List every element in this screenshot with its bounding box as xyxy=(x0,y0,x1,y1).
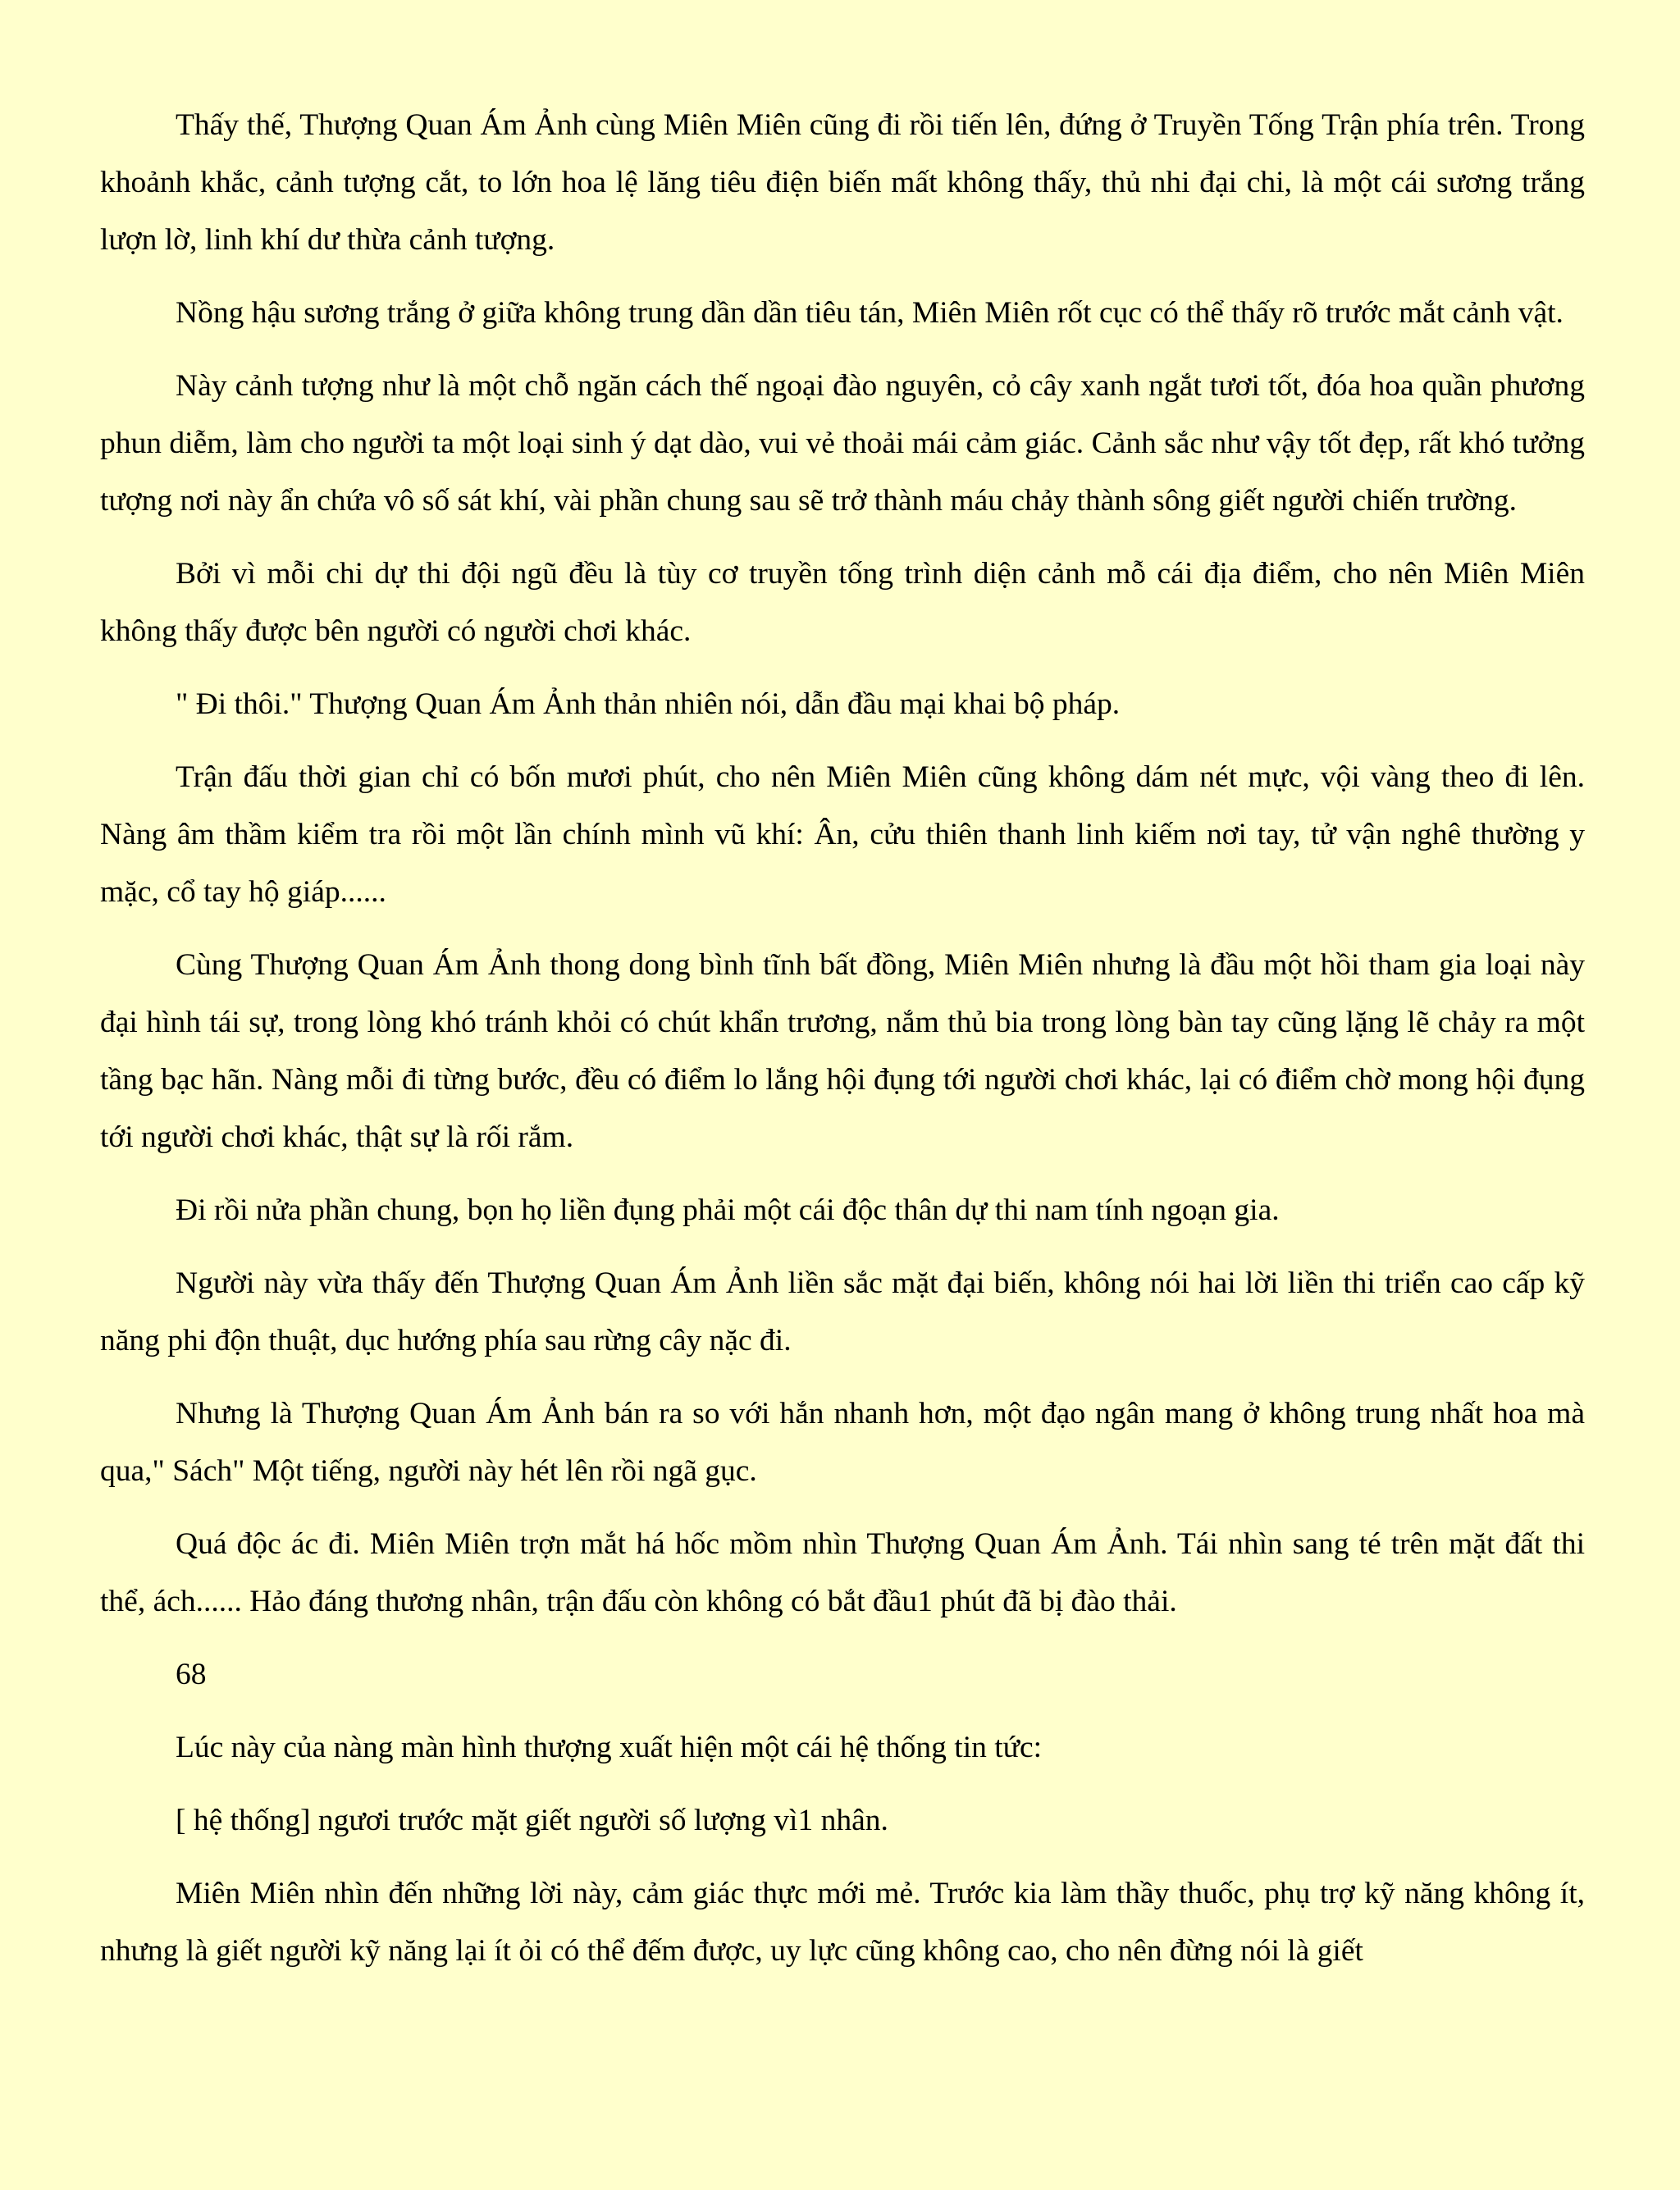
paragraph: Đi rồi nửa phần chung, bọn họ liền đụng phải một cái độc thân dự thi nam tính ngoạn gia. xyxy=(176,1193,1280,1227)
paragraph: Người này vừa thấy đến Thượng Quan Ám Ảnh liền sắc mặt đại biến, không nói hai lời liền thi triển cao cấp kỹ năng phi độn thuật, dục hướng phía sau rừng cây nặc đi. xyxy=(100,1266,1585,1357)
paragraph: Lúc này của nàng màn hình thượng xuất hiện một cái hệ thống tin tức: xyxy=(176,1731,1043,1764)
paragraph: Cùng Thượng Quan Ám Ảnh thong dong bình tĩnh bất đồng, Miên Miên nhưng là đầu một hồi tham gia loại này đại hình tái sự, trong lòng khó tránh khỏi có chút khẩn trương, nắm thủ bia trong lòng bàn tay cũng lặng lẽ chảy ra một tầng bạc hãn. Nàng mỗi đi từng bước, đều có điểm lo lắng hội đụng tới người chơi khác, lại có điểm chờ mong hội đụng tới người chơi khác, thật sự là rối rắm. xyxy=(100,948,1585,1154)
paragraph: Nồng hậu sương trắng ở giữa không trung dần dần tiêu tán, Miên Miên rốt cục có thể thấy rõ trước mắt cảnh vật. xyxy=(176,296,1564,330)
paragraph: Này cảnh tượng như là một chỗ ngăn cách thế ngoại đào nguyên, cỏ cây xanh ngắt tươi tốt, đóa hoa quần phương phun diễm, làm cho người ta một loại sinh ý dạt dào, vui vẻ thoải mái cảm giác. Cảnh sắc như vậy tốt đẹp, rất khó tưởng tượng nơi này ẩn chứa vô số sát khí, vài phần chung sau sẽ trở thành máu chảy thành sông giết người chiến trường. xyxy=(100,369,1585,518)
paragraph: " Đi thôi." Thượng Quan Ám Ảnh thản nhiên nói, dẫn đầu mại khai bộ pháp. xyxy=(176,687,1121,721)
paragraph: Miên Miên nhìn đến những lời này, cảm giác thực mới mẻ. Trước kia làm thầy thuốc, phụ trợ kỹ năng không ít, nhưng là giết người kỹ năng lại ít ỏi có thể đếm được, uy lực cũng không cao, cho nên đừng nói là giết xyxy=(100,1877,1585,1968)
paragraph: Nhưng là Thượng Quan Ám Ảnh bán ra so với hắn nhanh hơn, một đạo ngân mang ở không trung nhất hoa mà qua," Sách" Một tiếng, người này hét lên rồi ngã gục. xyxy=(100,1397,1585,1488)
paragraph: Bởi vì mỗi chi dự thi đội ngũ đều là tùy cơ truyền tống trình diện cảnh mỗ cái địa điểm, cho nên Miên Miên không thấy được bên người có người chơi khác. xyxy=(100,557,1585,648)
page-number: 68 xyxy=(176,1658,207,1691)
paragraph: Thấy thế, Thượng Quan Ám Ảnh cùng Miên Miên cũng đi rồi tiến lên, đứng ở Truyền Tống Trận phía trên. Trong khoảnh khắc, cảnh tượng cắt, to lớn hoa lệ lăng tiêu điện biến mất không thấy, thủ nhi đại chi, là một cái sương trắng lượn lờ, linh khí dư thừa cảnh tượng. xyxy=(100,108,1585,257)
paragraph: Trận đấu thời gian chỉ có bốn mươi phút, cho nên Miên Miên cũng không dám nét mực, vội vàng theo đi lên. Nàng âm thầm kiểm tra rồi một lần chính mình vũ khí: Ân, cửu thiên thanh linh kiếm nơi tay, tử vận nghê thường y mặc, cổ tay hộ giáp...... xyxy=(100,760,1585,909)
paragraph: [ hệ thống] ngươi trước mặt giết người số lượng vì1 nhân. xyxy=(176,1804,888,1837)
paragraph: Quá độc ác đi. Miên Miên trợn mắt há hốc mồm nhìn Thượng Quan Ám Ảnh. Tái nhìn sang té trên mặt đất thi thể, ách...... Hảo đáng thương nhân, trận đấu còn không có bắt đầu1 phút đã bị đào thải. xyxy=(100,1527,1585,1618)
